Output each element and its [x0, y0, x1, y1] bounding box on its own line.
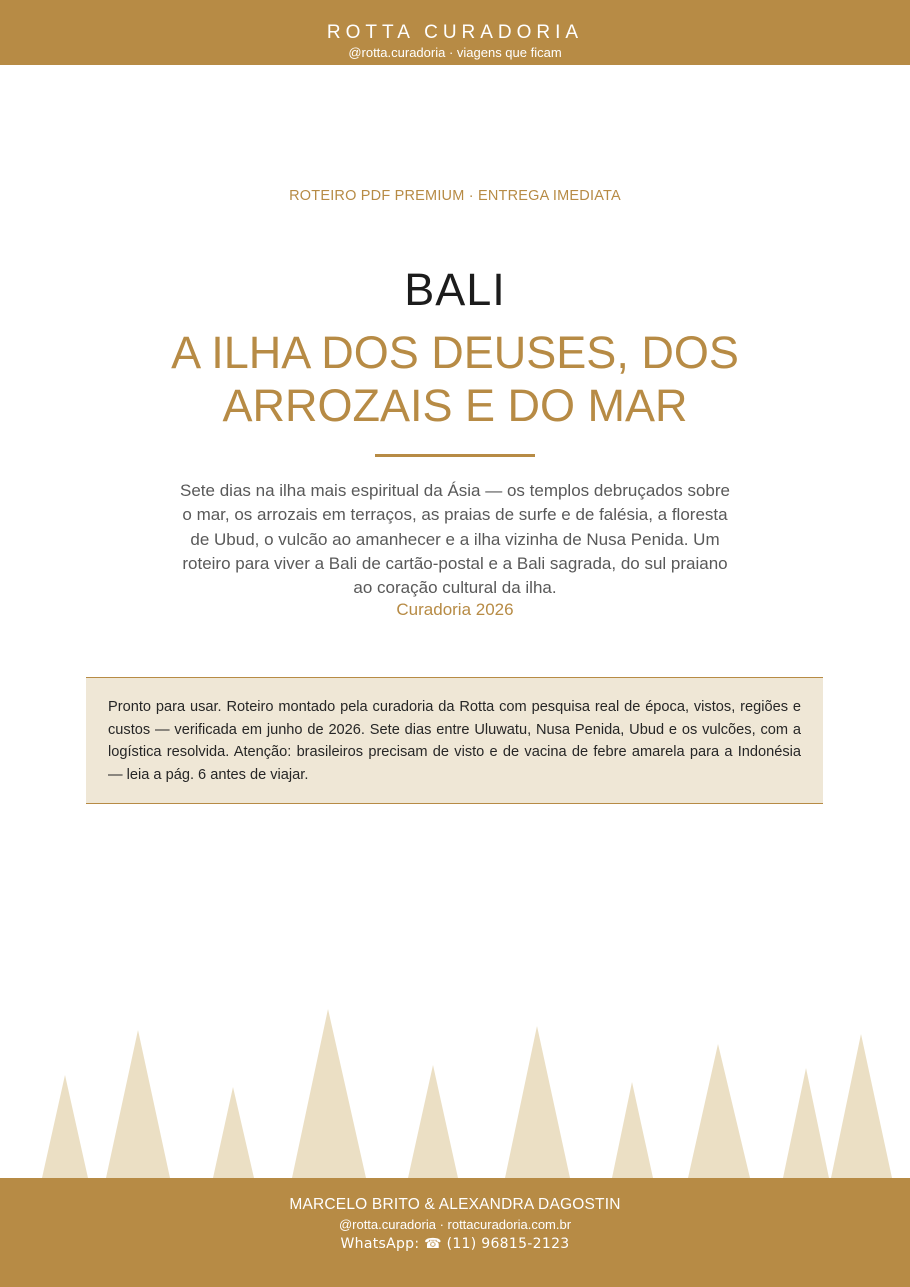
footer-whatsapp: WhatsApp: ☎ (11) 96815-2123: [340, 1236, 570, 1252]
cover-intro: Sete dias na ilha mais espiritual da Ásia — os templos debruçados sobre o mar, os arrozais em terraços, as praias de surfe e de falésia, a floresta de Ubud, o vulcão ao amanhecer e a ilha vizinha de Nusa Penida. Um roteiro para viver a Bali de cartão-postal e a Bali sagrada, do sul praiano ao coração cultural da ilha.: [180, 481, 730, 598]
mountain-peak: [505, 1026, 570, 1178]
mountain-peak: [831, 1034, 892, 1178]
mountain-peak: [408, 1065, 458, 1178]
cover-title: BALI: [404, 264, 506, 315]
notice-text: Pronto para usar. Roteiro montado pela curadoria da Rotta com pesquisa real de época, vistos, regiões e custos — verificada em junho de 2026. Sete dias entre Uluwatu, Nusa Penida, Ubud e os vulcões, com a logística resolvida. Atenção: brasileiros precisam de visto e de vacina de febre amarela para a Indonésia — leia a pág. 6 antes de viajar.: [108, 699, 801, 783]
header-band: [0, 0, 910, 65]
brand-name: ROTTA CURADORIA: [326, 22, 584, 43]
cover-kicker: ROTEIRO PDF PREMIUM · ENTREGA IMEDIATA: [289, 188, 621, 204]
brand-tagline: @rotta.curadoria · viagens que ficam: [348, 45, 562, 60]
mountain-peak: [42, 1075, 88, 1178]
mountain-peak: [213, 1087, 254, 1178]
footer-contact: @rotta.curadoria · rottacuradoria.com.br: [338, 1217, 572, 1232]
mountain-peak: [106, 1030, 170, 1178]
footer-band: [0, 1178, 910, 1287]
cover-subtitle: A ILHA DOS DEUSES, DOS ARROZAIS E DO MAR: [171, 327, 739, 431]
edition-label: Curadoria 2026: [396, 600, 514, 619]
mountain-peak: [688, 1044, 750, 1178]
mountain-peak: [783, 1068, 829, 1178]
notice-box: [86, 677, 823, 804]
title-divider: [375, 454, 535, 457]
mountain-peak: [292, 1009, 366, 1178]
mountain-peak: [612, 1082, 653, 1178]
footer-authors: MARCELO BRITO & ALEXANDRA DAGOSTIN: [289, 1196, 621, 1213]
mountain-decoration: [0, 1000, 910, 1180]
